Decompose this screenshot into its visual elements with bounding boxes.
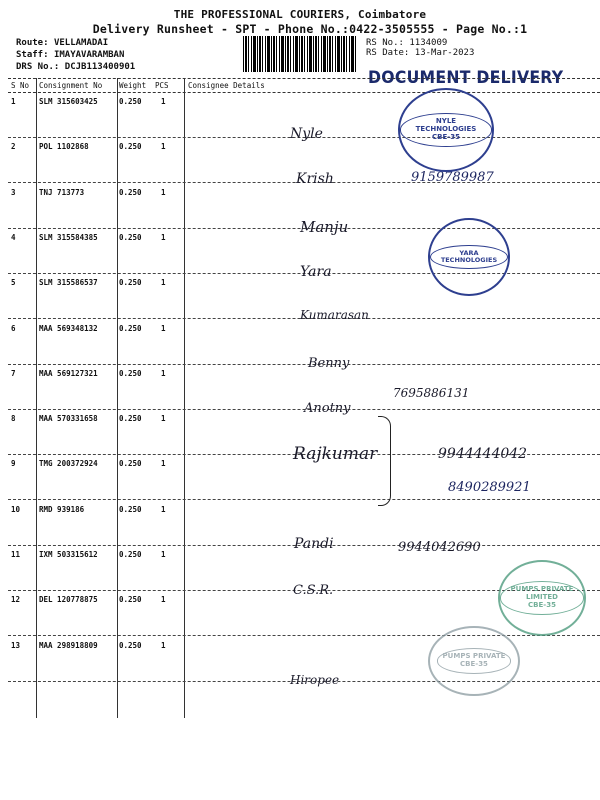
rs-no-value: 1134009 [409,38,448,48]
row-weight: 0.250 [119,368,142,378]
phone-row-8: 9944444042 [438,446,528,462]
pumps2-stamp-text: PUMPS PRIVATE [442,652,506,661]
row-pcs: 1 [161,187,166,197]
row-sno: 10 [11,504,21,514]
row-consignment-no: RMD 939186 [39,504,85,514]
row-weight: 0.250 [119,323,142,333]
signature-row-13: Hiropee [290,673,340,687]
row-pcs: 1 [161,97,166,106]
staff-label: Staff: [16,50,49,60]
drs-label: DRS No.: [16,62,60,72]
rs-date-value: 13-Mar-2023 [414,48,475,58]
rs-date-label: RS Date: [366,48,410,58]
signature-row-5: Kumarasan [300,308,369,322]
staff-value: IMAYAVARAMBAN [53,50,125,60]
row-consignment-no: MAA 569127321 [39,368,98,378]
row-consignment-no: SLM 315586537 [39,278,98,288]
row-pcs: 1 [161,504,166,514]
row-weight: 0.250 [119,640,142,650]
row-consignment-no: IXM 503315612 [39,550,98,559]
col-consignment: Consignment No [39,81,103,90]
nyle-technologies-stamp [398,88,494,172]
row-sno: 3 [11,187,16,197]
row-sno: 13 [11,640,21,650]
row-sno: 12 [11,595,21,605]
col-details: Consignee Details [188,81,265,90]
row-sno: 5 [11,278,16,288]
pumps1-stamp-code: CBE-35 [528,600,556,609]
row-consignment-no: DEL 120778875 [39,595,98,605]
staff-line [16,50,124,60]
header-top-rule [8,78,600,79]
rs-no-line [366,38,447,48]
row-weight: 0.250 [119,504,142,514]
signature-row-4: Yara [300,264,332,280]
nyle-stamp-code: CBE-35 [432,132,460,141]
row-consignment-no: SLM 315603425 [39,97,98,106]
row-consignment-no: MAA 570331658 [39,414,98,424]
col-sno: S No [11,81,30,90]
row-pcs: 1 [161,368,166,378]
signature-row-3: Manju [300,218,349,236]
route-value: VELLAMADAI [53,38,109,48]
signature-row-6: Benny [308,356,350,371]
row-pcs: 1 [161,232,166,242]
phone-row-10: 9944042690 [398,540,481,555]
pumps2-stamp-code: CBE-35 [460,660,488,668]
pumps-private-limited-stamp [498,560,586,636]
col-weight: Weight [119,81,147,90]
row-sno: 4 [11,232,16,242]
signature-row-1: Nyle [290,126,323,142]
yara-technologies-stamp [428,218,510,296]
row-consignment-no: POL 1102868 [39,142,89,152]
document-delivery-stamp: DOCUMENT DELIVERY [368,68,564,88]
phone-row-7: 7695886131 [393,386,470,400]
row-pcs: 1 [161,323,166,333]
row-pcs: 1 [161,414,166,424]
row-pcs: 1 [161,142,166,152]
row-sno: 11 [11,550,21,559]
rs-no-label: RS No.: [366,38,404,48]
signature-row-10: Pandi [294,536,334,552]
route-label: Route: [16,38,49,48]
barcode [243,36,357,72]
row-sno: 8 [11,414,16,424]
row-weight: 0.250 [119,550,142,559]
row-pcs: 1 [161,640,166,650]
signature-row-7: Anotny [304,401,351,416]
table-row [8,320,600,365]
row-weight: 0.250 [119,97,142,106]
company-name: THE PROFESSIONAL COURIERS, Coimbatore [173,8,427,21]
row-sno: 2 [11,142,16,152]
row-consignment-no: SLM 315584385 [39,232,98,242]
row-weight: 0.250 [119,142,142,152]
row-consignment-no: MAA 298918809 [39,640,98,650]
row-weight: 0.250 [119,595,142,605]
row-consignment-no: TNJ 713773 [39,187,85,197]
row-sno: 1 [11,97,16,106]
row-pcs: 1 [161,459,166,469]
signature-row-11: C.S.R. [293,583,334,598]
drs-line [16,62,135,72]
yara-stamp-text: YARA TECHNOLOGIES [430,245,508,269]
route-line [16,38,108,48]
phone-row-9: 8490289921 [448,480,531,495]
row-weight: 0.250 [119,187,142,197]
row-pcs: 1 [161,550,166,559]
row-weight: 0.250 [119,414,142,424]
row-sno: 6 [11,323,16,333]
signature-row-2: Krish [296,171,334,187]
row-pcs: 1 [161,595,166,605]
row-consignment-no: MAA 569348132 [39,323,98,333]
phone-row-2: 9159789987 [411,170,494,185]
runsheet-table [8,78,600,718]
drs-value: DCJB113400901 [64,62,136,72]
row-weight: 0.250 [119,459,142,469]
row-sno: 9 [11,459,16,469]
pumps-private-stamp [428,626,520,696]
row-pcs: 1 [161,278,166,288]
runsheet-subtitle: Delivery Runsheet - SPT - Phone No.:0422-3505555 - Page No.:1 [92,22,528,36]
rs-date-line [366,48,474,58]
row-consignment-no: TMG 200372924 [39,459,98,469]
row-weight: 0.250 [119,278,142,288]
nyle-stamp-text: NYLE TECHNOLOGIES [415,117,477,134]
signature-row-8: Rajkumar [293,444,378,464]
pumps1-stamp-text: PUMPS PRIVATE LIMITED [510,585,574,602]
row-sno: 7 [11,368,16,378]
bracket-mark [378,416,391,506]
col-pcs: PCS [155,81,169,90]
row-weight: 0.250 [119,232,142,242]
